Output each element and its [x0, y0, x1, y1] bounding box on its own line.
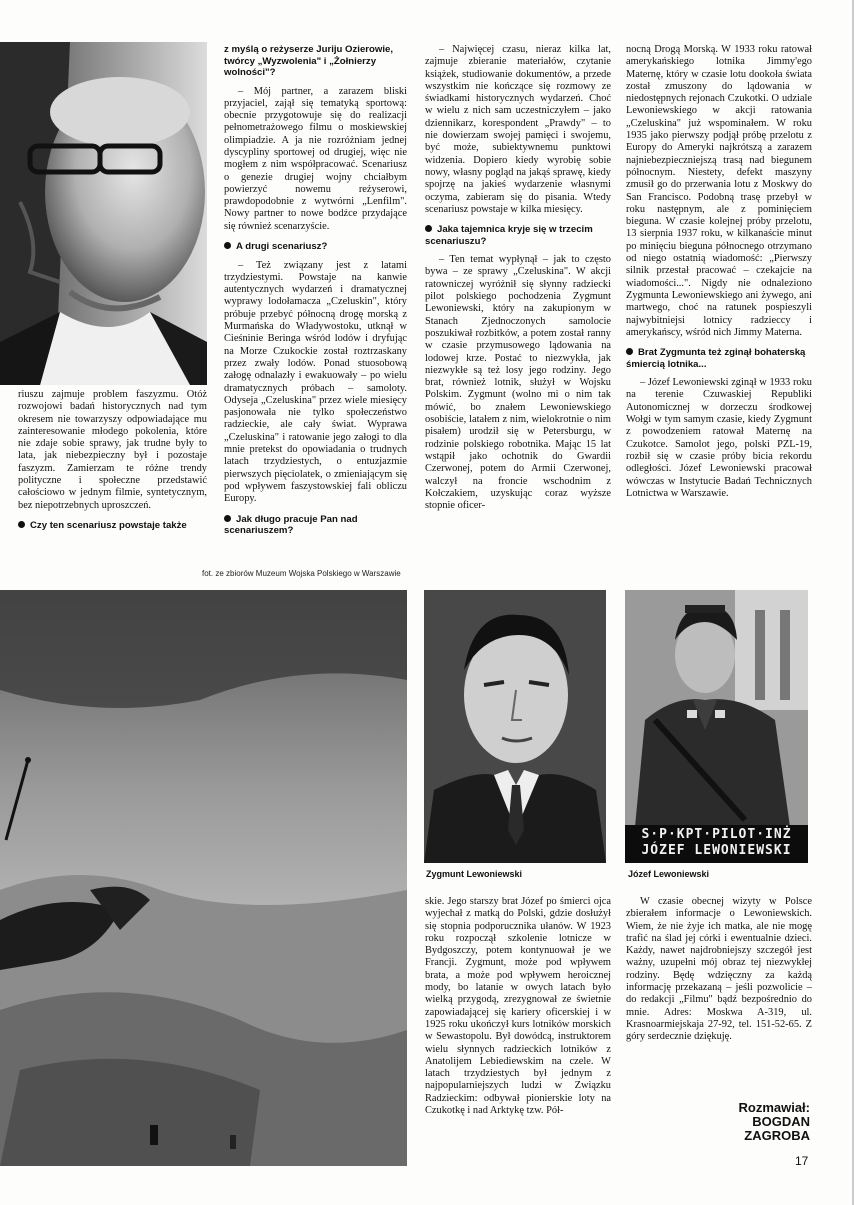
- photo-arctic-landscape: [0, 590, 407, 1166]
- question-heading: [425, 224, 611, 247]
- bullet-icon: [626, 348, 633, 355]
- bullet-icon: [224, 515, 231, 522]
- column-6: [626, 896, 812, 1044]
- bullet-icon: [18, 521, 25, 528]
- answer-paragraph: nocną Drogą Morską. W 1933 roku ratował amerykańskiego lotnika Jimmy'ego Maternę, który w czasie lotu dookoła świata został zmuszony do lądowania w niedostępnych rejonach Czukotki. O udziale Lewoniewskiego w akcji ratowania „Czeluskina" już wspominałem. W roku 1935 jako pierwszy podjął próbę przelotu z Europy do Ameryki najkrótszą a zarazem najniebezpieczniejszą trasą nad biegunem północnym. Niestety, defekt maszyny zmusił go do przerwania lotu z Moskwy do San Francisco. Podobną trasę przebył w roku następnym, ale z pominięciem bieguna. W czasie kolejnej próby przelotu, 13 sierpnia 1937 roku, w kilkanaście minut po minięciu bieguna północnego otrzymano od niego ostatnią wiadomość: „Pierwszy silnik przestał pracować – czekajcie na wiadomości...". Nigdy nie odnaleziono Zygmunta Lewoniewskiego ani żywego, ani martwego, choć na ratunek pospieszyli najwybitniejsi lotnicy radzieccy i amerykańscy, wśród nich Jimmy Materna.: [626, 44, 812, 338]
- photo-interviewee-portrait: [0, 42, 207, 385]
- question-heading: [18, 520, 207, 532]
- photo-jozef-lewoniewski: [625, 590, 808, 863]
- column-1-paragraph: riuszu zajmuje problem faszyzmu. Otóż rozwojowi badań historycznych nad tym okresem nie towarzyszy odpowiadające mu zainteresowanie młodego pokolenia, które nie zdaje sobie sprawy, jak trudne były to lata, jak niebezpieczny był i pozostaje faszyzm. Zamierzam te różne trendy polityczne i społeczne przedstawić całościowo w jednym filmie, syntetycznym, bez niepotrzebnych uproszczeń.: [18, 389, 207, 511]
- photo-zygmunt-lewoniewski: [424, 590, 606, 863]
- caption-jozef: Józef Lewoniewski: [628, 869, 710, 879]
- page-number: 17: [795, 1154, 809, 1168]
- question-text: Jaka tajemnica kryje się w trzecim scenariuszu?: [425, 224, 593, 247]
- column-4: [626, 44, 812, 500]
- answer-paragraph: – Najwięcej czasu, nieraz kilka lat, zajmuje zbieranie materiałów, czytanie książek, studiowanie dokumentów, a przede wszystkim nie kończące się rozmowy ze świadkami historycznych wydarzeń. Choć w wielu z nich sam uczestniczyłem – jako dziennikarz, korespondent „Prawdy" – to nie dowierzam swojej pamięci i swojemu, być może, subiektywnemu punktowi widzenia. Dopiero kiedy wyrobię sobie nowy, własny pogląd na jakąś sprawę, kiedy spojrzę na jakieś wydarzenie własnymi oczyma, zabieram się do pisania. Wtedy scenariusz powstaje w kilka miesięcy.: [425, 44, 611, 215]
- question-text: Jak długo pracuje Pan nad scenariuszem?: [224, 513, 358, 536]
- column-5: [425, 896, 611, 1117]
- photo-credit: fot. ze zbiorów Muzeum Wojska Polskiego w Warszawie: [202, 569, 401, 578]
- bullet-icon: [224, 242, 231, 249]
- question-continuation: z myślą o reżyserze Juriju Ozierowie, twórcy „Wyzwolenia" i „Żołnierzy wolności"?: [224, 44, 394, 78]
- question-text: A drugi scenariusz?: [236, 241, 328, 253]
- answer-paragraph: – Mój partner, a zarazem bliski przyjaciel, zajął się tematyką sportową: obecnie przygotowuje się do realizacji pełnometrażowego filmu o moskiewskiej olimpiadzie. A ja nie rozróżniam jednej dyscypliny sportowej od drugiej, więc nie mogłem z nim współpracować. Scenariusz o genezie drugiej wojny chciałbym powierzyć nowemu reżyserowi, prawdopodobnie z wytwórni „Lenfilm". Nowy partner to nowe bodźce przydające się również scenarzyście.: [224, 85, 407, 232]
- stamp-line-2: JÓZEF LEWONIEWSKI: [641, 843, 792, 858]
- question-text: Brat Zygmunta też zginął bohaterską śmiercią lotnika...: [626, 347, 806, 370]
- stamp-line-1: S·P·KPT·PILOT·INŻ: [641, 827, 792, 842]
- author-signature: [700, 1101, 810, 1143]
- memorial-stamp: [625, 825, 808, 863]
- column-3: [425, 44, 611, 512]
- signature-line-3: ZAGROBA: [744, 1128, 810, 1143]
- answer-paragraph: – Józef Lewoniewski zginął w 1933 roku na terenie Czuwaskiej Republiki Autonomicznej w dorzeczu środkowej Wołgi w tym samym czasie, kiedy Zygmunt z powodzeniem ratował Maternę na Czukotce. Samolot jego, polski PZL-19, rozbił się w czasie próby bicia rekordu odległości. Józef Lewoniewski pracował wówczas w Instytucie Badań Technicznych Lotnictwa w Warszawie.: [626, 377, 812, 499]
- question-heading: [224, 241, 407, 253]
- answer-paragraph: – Też związany jest z latami trzydziestymi. Powstaje na kanwie autentycznych wydarzeń i dramatycznej wyprawy lodołamacza „Czeluskin", który próbuje przebyć północną drogę morską z Murmańska do Władywostoku, utknął w Cieśninie Beringa wśród lodów i dryfując na Morze Czukockie został roztrzaskany przez zwały lodów. Ponad stuosobową załogę odnalazły i ewakuowały – po wielu dramatycznych próbach – samoloty. Odyseja „Czeluskina" przez wiele miesięcy pasjonowała nie tylko społeczeństwo radzieckie, ale cały świat. Wyprawa „Czeluskina" i ratowanie jego załogi to dla mnie pretekst do opowiadania o trudnych latach trzydziestych, o entuzjazmie pierwszych pięciolatek, o zmieniającym się pod wpływem faszystowskiej fali obliczu Europy.: [224, 259, 407, 505]
- caption-zygmunt: Zygmunt Lewoniewski: [426, 869, 523, 879]
- signature-line-2: BOGDAN: [752, 1114, 810, 1129]
- answer-paragraph: – Ten temat wypłynął – jak to często bywa – ze sprawy „Czeluskina". W akcji ratowniczej wyróżnił się słynny radziecki pilot polskiego pochodzenia Zygmunt Lewoniewski, który na zakupionym w Stanach Zjednoczonych samolocie poszukiwał rozbitków, a potem został ranny w czasie przymusowego lądowania na lodowej krze. Postać to niezwykła, jak niezwykłe są też losy jego rodziny. Jego brat, również lotnik, służył w Wojsku Polskim. Zygmunt (wolno mi o nim tak mówić, bo znałem Lewoniewskiego osobiście, latałem z nim, wielokrotnie o nim pisałem) urodził się w Petersburgu, w rodzinie polskiego robotnika. Mając 15 lat wstąpił jako ochotnik do Gwardii Czerwonej, potem do Armii Czerwonej, walczył na froncie wschodnim z Kołczakiem, uzyskując coraz wyższe stopnie oficer-: [425, 254, 611, 512]
- column-2: [224, 44, 407, 544]
- question-heading: [626, 347, 812, 370]
- answer-paragraph: W czasie obecnej wizyty w Polsce zbierałem informacje o Lewoniewskich. Wiem, że nie żyje ich matka, ale nie mogę trafić na ślad jej córki i ewentualnie dzieci. Każdy, nawet najdrobniejszy szczegół jest ważny, uzupełni mój obraz tej niezwykłej rodziny. Będę wdzięczny za każdą informację przekazaną – jeśli pozwolicie – do redakcji „Filmu" bądź bezpośrednio do mnie. Adres: Moskwa A-319, ul. Krasnoarmiejskaja 27-92, tel. 151-52-65. Z góry serdecznie dziękuję.: [626, 896, 812, 1043]
- bullet-icon: [425, 225, 432, 232]
- answer-paragraph: skie. Jego starszy brat Józef po śmierci ojca wyjechał z matką do Polski, gdzie dosłużył się stopnia podporucznika ułanów. W 1923 roku rozpoczął szkolenie lotnicze w Bydgoszczy, potem kontynuował je we Francji. Zygmunt, może pod wpływem brata, a może pod wpływem heroicznej mody, bo latanie w owych latach było wielką przygodą, zrezygnował ze świetnie zapowiadającej się kariery oficerskiej i w 1925 roku ukończył kurs lotników morskich w Sewastopolu. Był dowódcą, instruktorem wielu słynnych radzieckich lotników z Anatolijem Lebiediewskim na czele. W latach trzydziestych był jednym z najpopularniejszych ludzi w Związku Radzieckim: odbywał pionierskie loty na Czukotkę i nad Arktykę tzw. Pół-: [425, 896, 611, 1117]
- question-text: Czy ten scenariusz powstaje także: [30, 519, 187, 531]
- signature-line-1: Rozmawiał:: [738, 1100, 810, 1115]
- column-1: [18, 389, 207, 538]
- question-heading: [224, 514, 407, 537]
